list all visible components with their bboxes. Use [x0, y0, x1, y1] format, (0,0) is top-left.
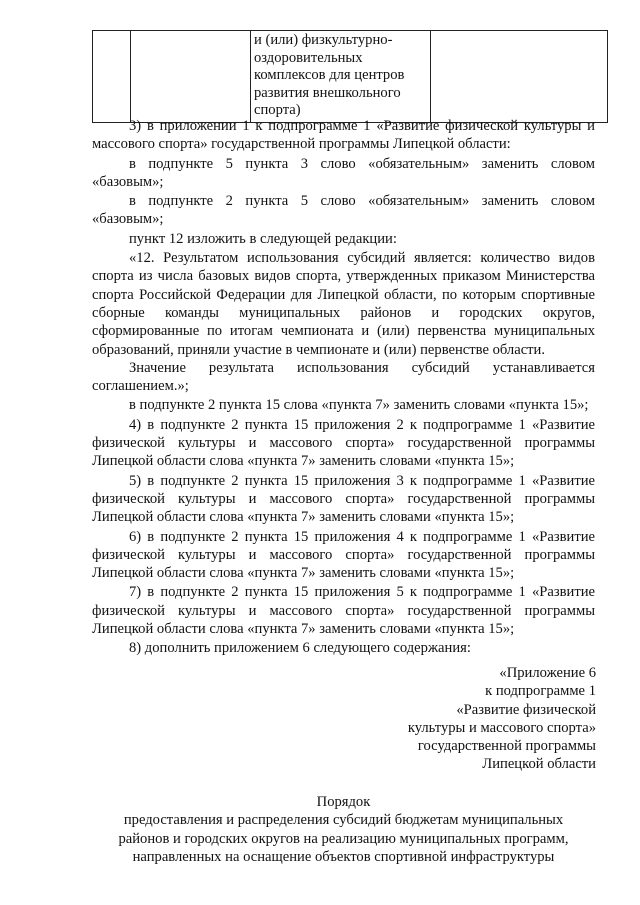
paragraph-sub2-p5: в подпункте 2 пункта 5 слово «обязательным» заменить словом «базовым»;: [92, 193, 595, 228]
paragraph-7: 7) в подпункте 2 пункта 15 приложения 5 к подпрограмме 1 «Развитие физической культуры и массового спорта» государственной программы Липецкой области слова «пункта 7» заменить словами «пункта 15»;: [92, 584, 595, 638]
appendix-line: государственной программы: [417, 738, 596, 755]
title-line: предоставления и распределения субсидий бюджетам муниципальных: [123, 812, 564, 829]
paragraph-p12-intro: пункт 12 изложить в следующей редакции:: [129, 230, 397, 247]
procedure-title: [92, 793, 595, 866]
paragraph-result-value: Значение результата использования субсидий устанавливается соглашением.»;: [92, 359, 595, 395]
continuation-table: [92, 30, 608, 123]
appendix-line: культуры и массового спорта»: [407, 719, 596, 736]
paragraph-6: 6) в подпункте 2 пункта 15 приложения 4 к подпрограмме 1 «Развитие физической культуры и массового спорта» государственной программы Липецкой области слова «пункта 7» заменить словами «пункта 15»;: [92, 528, 595, 582]
title-line: Порядок: [316, 794, 371, 810]
document-body: [92, 117, 595, 658]
table-cell-2: [131, 31, 251, 123]
paragraph-8: 8) дополнить приложением 6 следующего содержания:: [129, 640, 471, 657]
table-cell-1: [93, 31, 131, 123]
appendix-line: Липецкой области: [482, 756, 596, 773]
paragraph-5: 5) в подпункте 2 пункта 15 приложения 3 к подпрограмме 1 «Развитие физической культуры и массового спорта» государственной программы Липецкой области слова «пункта 7» заменить словами «пункта 15»;: [92, 472, 595, 526]
appendix-line: к подпрограмме 1: [485, 683, 596, 700]
appendix-line: «Приложение 6: [499, 665, 596, 681]
paragraph-3: 3) в приложении 1 к подпрограмме 1 «Развитие физической культуры и массового спорта» государственной программы Липецкой области:: [92, 118, 595, 153]
paragraph-sub2-p15: в подпункте 2 пункта 15 слова «пункта 7» заменить словами «пункта 15»;: [129, 397, 589, 414]
table-row: [93, 31, 608, 123]
paragraph-sub5-p3: в подпункте 5 пункта 3 слово «обязательным» заменить словом «базовым»;: [92, 155, 595, 190]
paragraph-4: 4) в подпункте 2 пункта 15 приложения 2 к подпрограмме 1 «Развитие физической культуры и массового спорта» государственной программы Липецкой области слова «пункта 7» заменить словами «пункта 15»;: [92, 416, 595, 470]
appendix-header: [296, 664, 596, 774]
table-cell-3: и (или) физкультурно-оздоровительных комплексов для центров развития внешкольного спорта): [251, 31, 431, 123]
title-line: районов и городских округов на реализацию муниципальных программ,: [118, 830, 569, 847]
paragraph-p12-text: «12. Результатом использования субсидий является: количество видов спорта из числа базовых видов спорта, утвержденных приказом Министерства спорта Российской Федерации для Липецкой области, по которым спортивные сборные команды муниципальных районов и городских округов, сформированные по итогам чемпионата и (или) первенства муниципальных образований, приняли участие в чемпионате и (или) первенстве области.: [92, 250, 595, 358]
appendix-line: «Развитие физической: [456, 701, 596, 718]
table-cell-4: [431, 31, 608, 123]
title-line: направленных на оснащение объектов спортивной инфраструктуры: [132, 848, 555, 865]
